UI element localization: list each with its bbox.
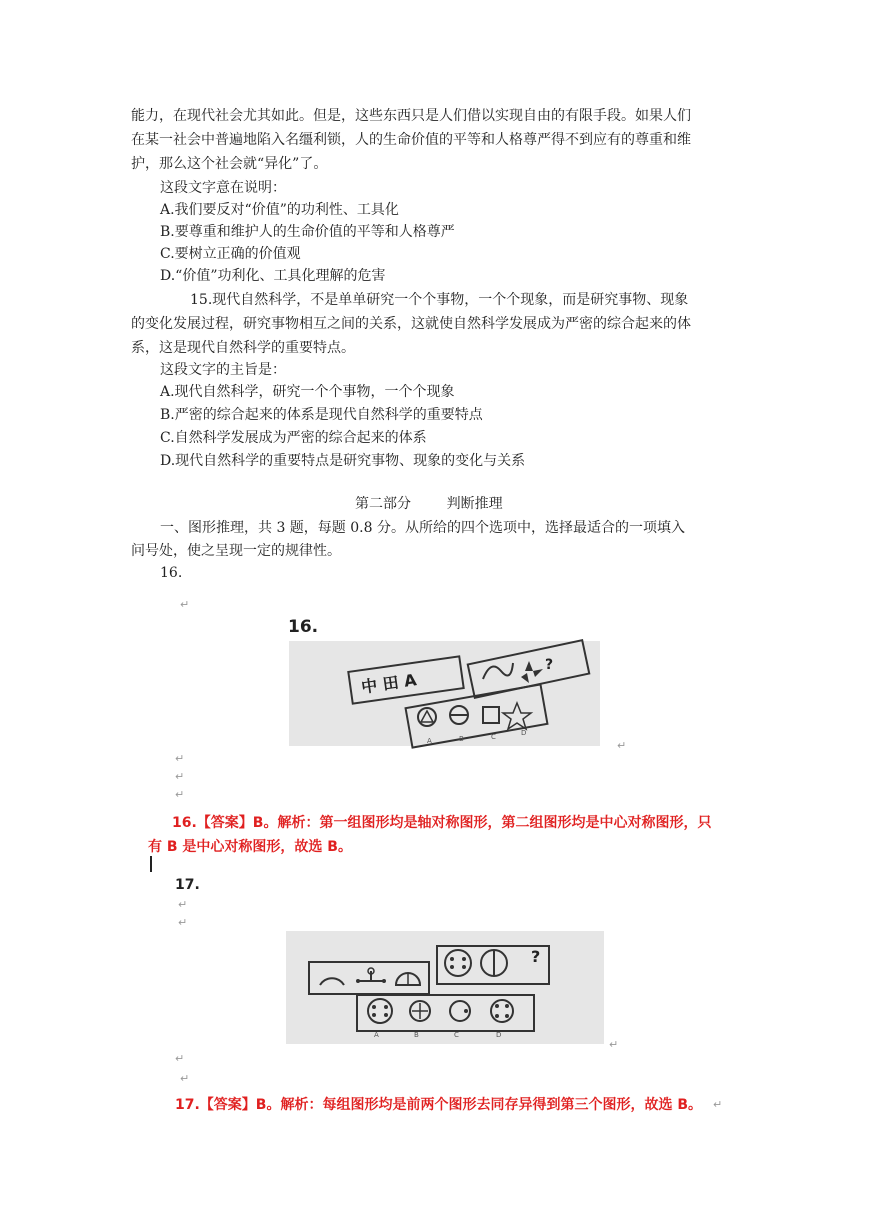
q17-group2-figures [442, 947, 514, 979]
section-instruction-line1: 一、图形推理，共 3 题，每题 0.8 分。从所给的四个选项中，选择最适合的一项填入 [160, 520, 685, 536]
paragraph-mark: ↵ [175, 752, 185, 765]
q17-answer: 17.【答案】B。解析：每组图形均是前两个图形去同存异得到第三个图形，故选 B。 [175, 1097, 703, 1113]
q16-group1-figures: 中 田 A [360, 670, 418, 697]
passage14-option-b: B.要尊重和维护人的生命价值的平等和人格尊严 [160, 224, 455, 240]
q16-option-letter-d: D [521, 729, 527, 737]
q16-answer-line1: 16.【答案】B。解析：第一组图形均是轴对称图形，第二组图形均是中心对称图形，只 [172, 815, 712, 831]
text-cursor[interactable] [150, 856, 152, 872]
q17-question-mark: ? [531, 947, 541, 966]
q17-number: 17. [175, 877, 200, 893]
q17-option-letter-b: B [414, 1031, 419, 1039]
paragraph-mark: ↵ [617, 739, 627, 752]
section-title: 第二部分 判断推理 [355, 496, 503, 512]
passage15-option-a: A.现代自然科学，研究一个个事物，一个个现象 [160, 384, 455, 400]
q17-option-letter-a: A [374, 1031, 379, 1039]
passage15-line2: 的变化发展过程，研究事物相互之间的关系，这就使自然科学发展成为严密的综合起来的体 [131, 316, 691, 332]
q16-answer-line2: 有 B 是中心对称图形，故选 B。 [148, 839, 352, 855]
paragraph-mark: ↵ [178, 916, 188, 929]
passage15-option-b: B.严密的综合起来的体系是现代自然科学的重要特点 [160, 407, 483, 423]
q17-group1-figures [314, 963, 424, 989]
q16-option-letter-b: B [459, 735, 464, 743]
q16-group2-figures [477, 655, 577, 685]
q16-question-mark: ? [545, 657, 554, 673]
paragraph-mark: ↵ [175, 770, 185, 783]
q17-option-letter-d: D [496, 1031, 502, 1039]
section-instruction-line2: 问号处，使之呈现一定的规律性。 [131, 543, 341, 559]
passage15-line1: 15.现代自然科学，不是单单研究一个个事物，一个个现象，而是研究事物、现象 [190, 292, 689, 308]
paragraph-mark: ↵ [178, 898, 188, 911]
paragraph-mark: ↵ [713, 1098, 723, 1111]
passage15-line3: 系，这是现代自然科学的重要特点。 [131, 340, 355, 356]
passage14-line2: 在某一社会中普遍地陷入名缰利锁，人的生命价值的平等和人格尊严得不到应有的尊重和维 [131, 132, 691, 148]
paragraph-mark: ↵ [180, 598, 190, 611]
passage14-option-d: D.“价值”功利化、工具化理解的危害 [160, 268, 386, 284]
passage15-prompt: 这段文字的主旨是： [160, 362, 286, 378]
q16-option-letter-c: C [491, 733, 496, 741]
passage14-option-a: A.我们要反对“价值”的功利性、工具化 [160, 202, 399, 218]
passage14-line1: 能力，在现代社会尤其如此。但是，这些东西只是人们借以实现自由的有限手段。如果人们 [131, 108, 691, 124]
passage14-option-c: C.要树立正确的价值观 [160, 246, 301, 262]
paragraph-mark: ↵ [180, 1072, 190, 1085]
paragraph-mark: ↵ [175, 788, 185, 801]
q16-image-label: 16. [288, 617, 319, 637]
q16-figure-image [289, 641, 600, 746]
paragraph-mark: ↵ [609, 1038, 619, 1051]
passage14-prompt: 这段文字意在说明： [160, 180, 286, 196]
passage15-option-d: D.现代自然科学的重要特点是研究事物、现象的变化与关系 [160, 453, 526, 469]
paragraph-mark: ↵ [175, 1052, 185, 1065]
q17-option-letter-c: C [454, 1031, 459, 1039]
q17-option-figures [362, 996, 530, 1026]
q16-number: 16. [160, 565, 183, 581]
q16-option-letter-a: A [427, 737, 432, 745]
q17-figure-image [286, 931, 604, 1044]
passage15-option-c: C.自然科学发展成为严密的综合起来的体系 [160, 430, 427, 446]
passage14-line3: 护，那么这个社会就“异化”了。 [131, 156, 328, 172]
